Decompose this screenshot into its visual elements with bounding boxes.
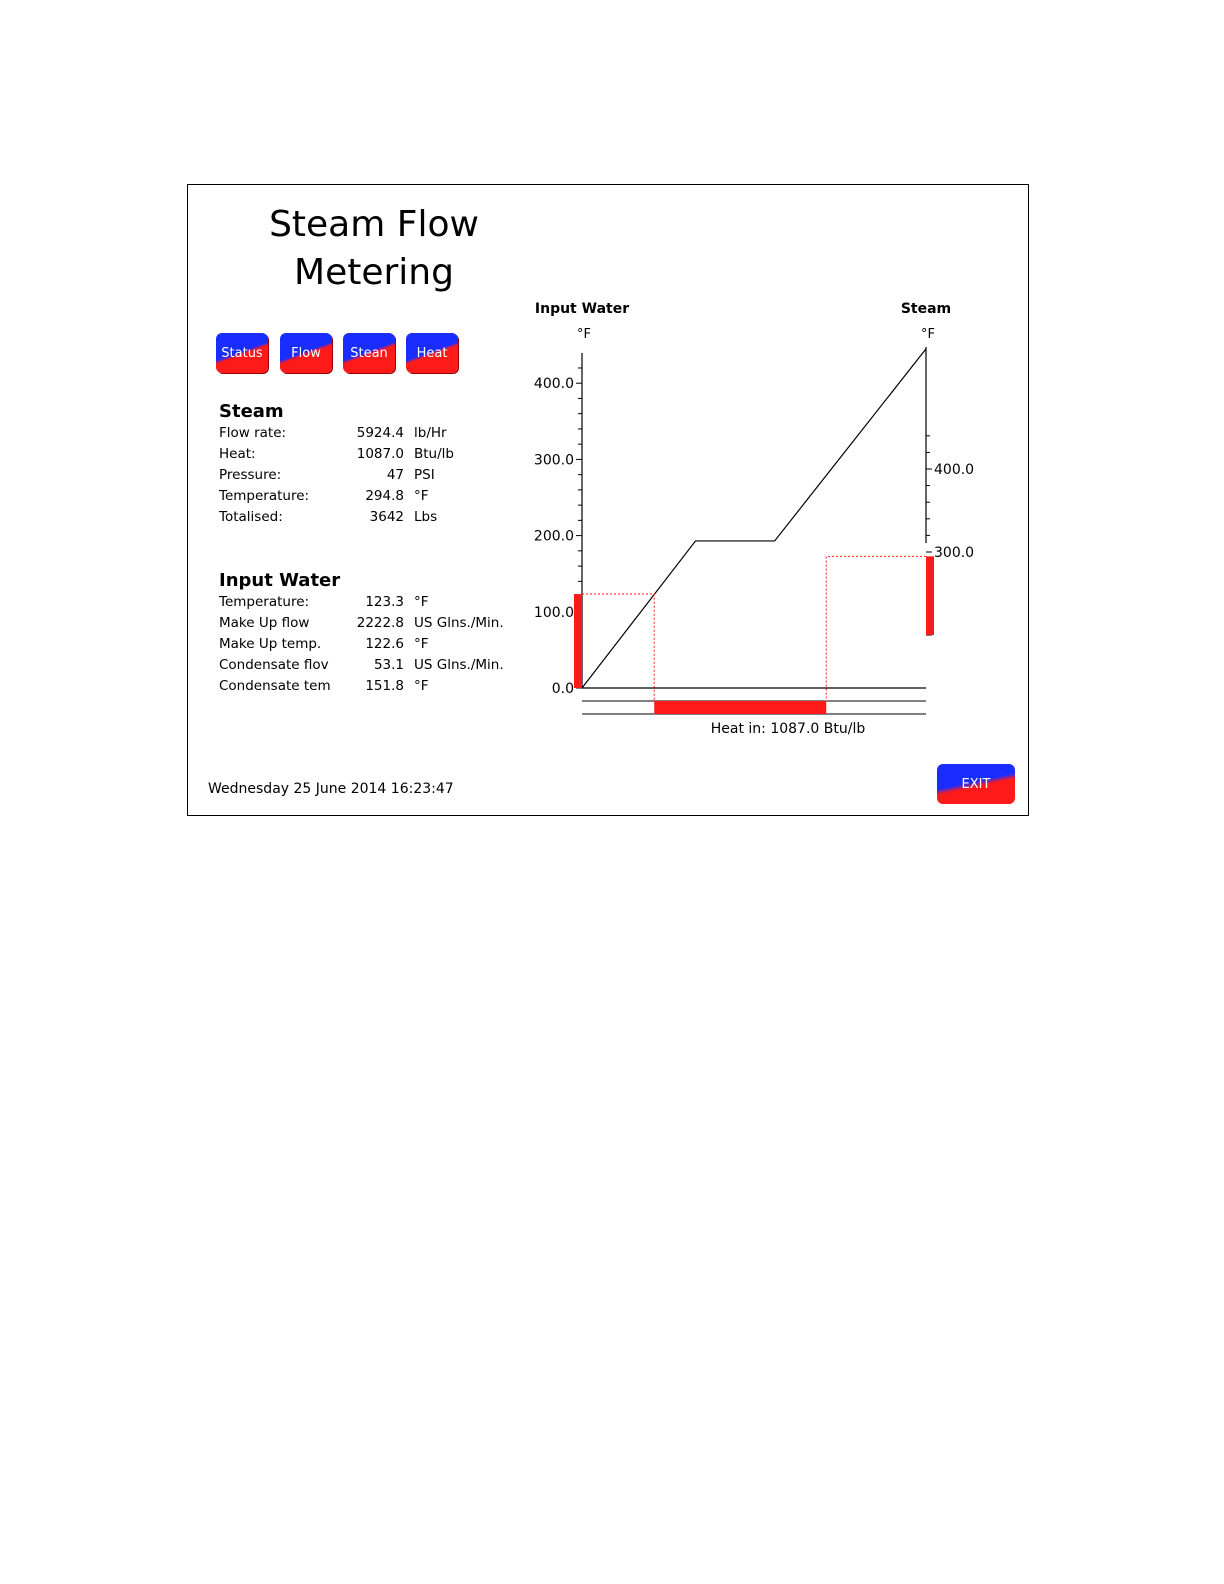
right-tick-label: 400.0 xyxy=(934,462,975,478)
row-unit: °F xyxy=(414,594,429,610)
row-label: Temperature: xyxy=(219,488,310,504)
row-value: 2222.8 xyxy=(356,615,404,631)
row-label: Totalised: xyxy=(219,509,283,525)
chart-right-unit: °F xyxy=(921,327,935,342)
temperature-heat-chart xyxy=(188,185,1030,817)
left-tick-label: 400.0 xyxy=(533,376,574,393)
row-value: 53.1 xyxy=(373,657,404,673)
right-tick-label: 300.0 xyxy=(934,545,975,561)
row-unit: Lbs xyxy=(414,509,438,525)
input-water-temp-bar xyxy=(574,594,582,688)
steam-temp-bar xyxy=(926,556,934,635)
row-value: 122.6 xyxy=(365,636,404,652)
left-tick-label: 100.0 xyxy=(533,604,574,621)
row-value: 294.8 xyxy=(365,488,404,504)
row-label: Flow rate: xyxy=(219,425,287,441)
row-value: 5924.4 xyxy=(356,425,404,441)
input-water-guide xyxy=(582,594,654,701)
chart-left-unit: °F xyxy=(577,327,591,342)
chart-right-title: Steam xyxy=(900,301,952,317)
page-title-line1: Steam Flow xyxy=(269,204,479,245)
hmi-screen xyxy=(187,184,1029,816)
row-unit: US Glns./Min. xyxy=(414,657,504,673)
heat-in-bar xyxy=(654,701,826,714)
heat-in-label: Heat in: 1087.0 Btu/lb xyxy=(710,721,866,737)
flow-button[interactable]: Flow xyxy=(280,333,332,373)
steam-guide xyxy=(826,556,926,701)
row-label: Temperature: xyxy=(219,594,310,610)
exit-button[interactable]: EXIT xyxy=(937,764,1015,804)
page-title-line2: Metering xyxy=(294,252,454,293)
steam-heading: Steam xyxy=(219,401,284,422)
steam-button[interactable]: Stean xyxy=(343,333,395,373)
row-unit: Btu/lb xyxy=(414,446,454,462)
row-value: 1087.0 xyxy=(356,446,404,462)
row-value: 151.8 xyxy=(365,678,404,694)
left-tick-label: 200.0 xyxy=(533,528,574,545)
row-label: Make Up flow xyxy=(219,615,310,631)
row-unit: °F xyxy=(414,636,429,652)
chart-left-title: Input Water xyxy=(534,301,630,317)
row-unit: lb/Hr xyxy=(414,425,447,441)
row-value: 3642 xyxy=(369,509,404,525)
left-tick-label: 300.0 xyxy=(533,452,574,469)
row-label: Heat: xyxy=(219,446,256,462)
left-tick-label: 0.0 xyxy=(551,681,574,697)
row-label: Condensate flov xyxy=(219,657,329,673)
temperature-curve xyxy=(582,349,926,688)
input-water-heading: Input Water xyxy=(219,570,341,591)
row-unit: US Glns./Min. xyxy=(414,615,504,631)
datetime-display: Wednesday 25 June 2014 16:23:47 xyxy=(208,781,454,797)
row-unit: PSI xyxy=(414,467,435,483)
row-unit: °F xyxy=(414,488,429,504)
heat-button[interactable]: Heat xyxy=(406,333,458,373)
row-unit: °F xyxy=(414,678,429,694)
row-value: 123.3 xyxy=(365,594,404,610)
row-label: Condensate tem xyxy=(219,678,331,694)
status-button[interactable]: Status xyxy=(216,333,268,373)
row-value: 47 xyxy=(386,467,404,483)
row-label: Pressure: xyxy=(219,467,282,483)
row-label: Make Up temp. xyxy=(219,636,322,652)
